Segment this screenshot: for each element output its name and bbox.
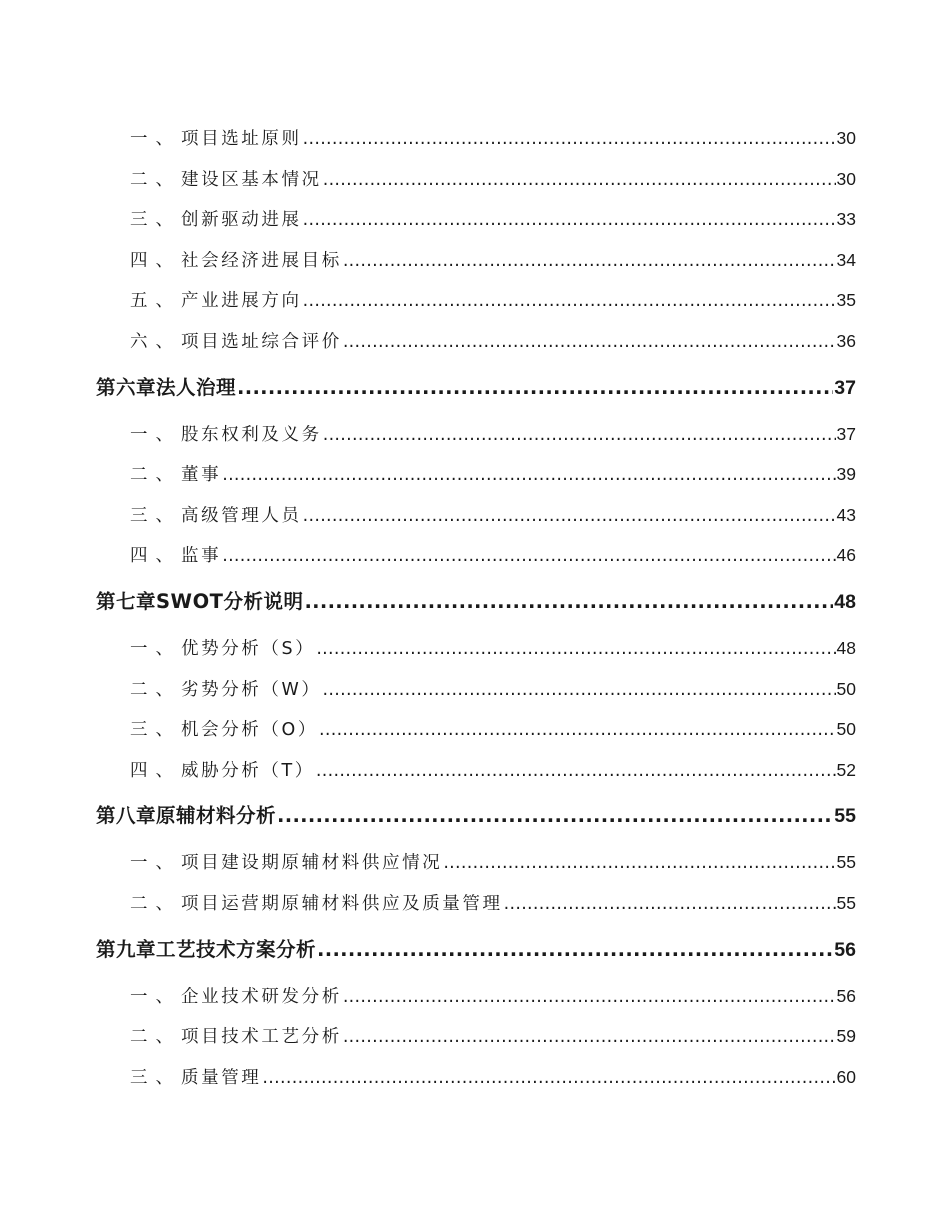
toc-chapter-number: 第八章	[96, 804, 157, 828]
toc-entry-page: 34	[836, 249, 856, 270]
toc-entry-title: 质量管理	[181, 1067, 262, 1088]
toc-entry-page: 35	[836, 290, 856, 311]
toc-entry[interactable]	[96, 669, 856, 710]
dot-leader	[303, 496, 836, 537]
toc-entry-number: 三、	[130, 1067, 181, 1088]
toc-entry-number: 四、	[130, 250, 181, 271]
toc-entry-title: 威胁分析（T）	[181, 760, 315, 781]
toc-entry[interactable]	[96, 454, 856, 495]
toc-chapter-page: 37	[834, 376, 856, 399]
toc-entry[interactable]	[96, 1016, 856, 1057]
toc-entry-page: 46	[836, 545, 856, 566]
toc-entry-page: 30	[836, 128, 856, 148]
toc-entry[interactable]	[96, 535, 856, 576]
dot-leader	[504, 884, 836, 925]
dot-leader	[262, 1058, 835, 1099]
dot-leader	[303, 281, 836, 322]
toc-entry-title: 劣势分析（W）	[181, 679, 322, 700]
toc-entry-title: 创新驱动进展	[181, 210, 302, 231]
dot-leader	[277, 790, 833, 842]
toc-entry[interactable]	[96, 976, 856, 1017]
dot-leader	[343, 241, 836, 282]
toc-entry-title: 项目运营期原辅材料供应及质量管理	[181, 893, 503, 914]
dot-leader	[237, 362, 833, 414]
toc-entry[interactable]	[96, 1057, 856, 1098]
toc-entry-number: 二、	[130, 1027, 181, 1048]
toc-entry[interactable]	[96, 159, 856, 200]
toc-entry[interactable]	[96, 750, 856, 791]
toc-entry-title: 项目技术工艺分析	[181, 1027, 342, 1048]
toc-chapter-title: 工艺技术方案分析	[156, 937, 317, 961]
toc-entry-page: 39	[836, 464, 856, 485]
toc-entry-number: 三、	[130, 720, 181, 741]
toc-entry-number: 二、	[130, 679, 181, 700]
dot-leader	[316, 751, 836, 792]
dot-leader	[443, 843, 835, 884]
dot-leader	[319, 710, 836, 751]
toc-entry[interactable]	[96, 321, 856, 362]
toc-entry-number: 一、	[130, 129, 181, 149]
toc-entry-page: 36	[836, 330, 856, 351]
dot-leader	[316, 629, 835, 670]
toc-entry[interactable]	[96, 199, 856, 240]
toc-entry-number: 四、	[130, 760, 181, 781]
toc-chapter[interactable]	[96, 924, 856, 976]
toc-entry[interactable]	[96, 495, 856, 536]
toc-entry-title: 董事	[181, 465, 222, 486]
dot-leader	[343, 977, 836, 1018]
toc-entry-page: 52	[836, 759, 856, 780]
toc-chapter-title: 原辅材料分析	[156, 804, 277, 828]
toc-entry-number: 二、	[130, 893, 181, 914]
toc-chapter[interactable]	[96, 790, 856, 842]
toc-entry-title: 产业进展方向	[181, 291, 302, 312]
toc-entry-page: 33	[836, 209, 856, 230]
toc-chapter-number: 第六章	[96, 375, 157, 399]
toc-entry-title: 项目选址综合评价	[181, 331, 342, 352]
toc-entry-number: 五、	[130, 291, 181, 312]
toc-entry-page: 55	[836, 852, 856, 873]
toc-entry[interactable]	[96, 883, 856, 924]
toc-chapter-title: 法人治理	[156, 375, 237, 399]
dot-leader	[304, 576, 833, 628]
dot-leader	[323, 160, 836, 201]
toc-entry-title: 项目选址原则	[181, 129, 302, 149]
toc-entry-number: 三、	[130, 210, 181, 231]
toc-entry-number: 一、	[130, 986, 181, 1007]
toc-entry-page: 59	[836, 1026, 856, 1047]
toc-entry[interactable]	[96, 709, 856, 750]
toc-chapter-page: 56	[834, 938, 856, 961]
toc-chapter[interactable]	[96, 576, 856, 628]
toc-entry-number: 一、	[130, 424, 181, 445]
toc-entry-title: 社会经济进展目标	[181, 250, 342, 271]
toc-chapter-number: 第九章	[96, 937, 157, 961]
toc-chapter-page: 55	[834, 805, 856, 828]
toc-entry-page: 48	[836, 637, 856, 658]
dot-leader	[317, 924, 833, 976]
toc-chapter-number: 第七章	[96, 589, 157, 613]
dot-leader	[323, 415, 836, 456]
toc-entry-title: 企业技术研发分析	[181, 986, 342, 1007]
dot-leader	[303, 119, 836, 160]
toc-entry-title: 股东权利及义务	[181, 424, 322, 445]
toc-entry-title: 优势分析（S）	[181, 638, 316, 659]
dot-leader	[343, 1017, 836, 1058]
toc-entry-title: 监事	[181, 546, 222, 567]
toc-entry-number: 二、	[130, 169, 181, 190]
toc-entry-number: 一、	[130, 853, 181, 874]
toc-entry-page: 37	[836, 423, 856, 444]
dot-leader	[222, 536, 835, 577]
table-of-contents	[0, 118, 950, 1097]
toc-entry-page: 30	[836, 168, 856, 189]
toc-entry[interactable]	[96, 280, 856, 321]
toc-entry-title: 高级管理人员	[181, 505, 302, 526]
toc-entry-page: 60	[836, 1066, 856, 1087]
toc-entry[interactable]	[96, 842, 856, 883]
toc-chapter-title: SWOT分析说明	[156, 589, 304, 613]
toc-entry[interactable]	[96, 628, 856, 669]
dot-leader	[222, 455, 835, 496]
toc-entry-title: 项目建设期原辅材料供应情况	[181, 853, 443, 874]
dot-leader	[343, 322, 836, 363]
toc-entry-title: 机会分析（O）	[181, 720, 318, 741]
dot-leader	[323, 670, 836, 711]
toc-entry-number: 一、	[130, 638, 181, 659]
toc-entry-number: 二、	[130, 465, 181, 486]
dot-leader	[303, 200, 836, 241]
toc-entry-page: 56	[836, 985, 856, 1006]
toc-entry[interactable]	[96, 118, 856, 159]
toc-chapter[interactable]	[96, 362, 856, 414]
toc-entry-number: 六、	[130, 331, 181, 352]
toc-entry-page: 50	[836, 678, 856, 699]
toc-entry-number: 三、	[130, 505, 181, 526]
toc-entry[interactable]	[96, 414, 856, 455]
toc-entry[interactable]	[96, 240, 856, 281]
toc-chapter-page: 48	[834, 590, 856, 613]
toc-entry-title: 建设区基本情况	[181, 169, 322, 190]
toc-entry-page: 55	[836, 892, 856, 913]
toc-entry-page: 50	[836, 719, 856, 740]
toc-entry-page: 43	[836, 504, 856, 525]
toc-entry-number: 四、	[130, 546, 181, 567]
